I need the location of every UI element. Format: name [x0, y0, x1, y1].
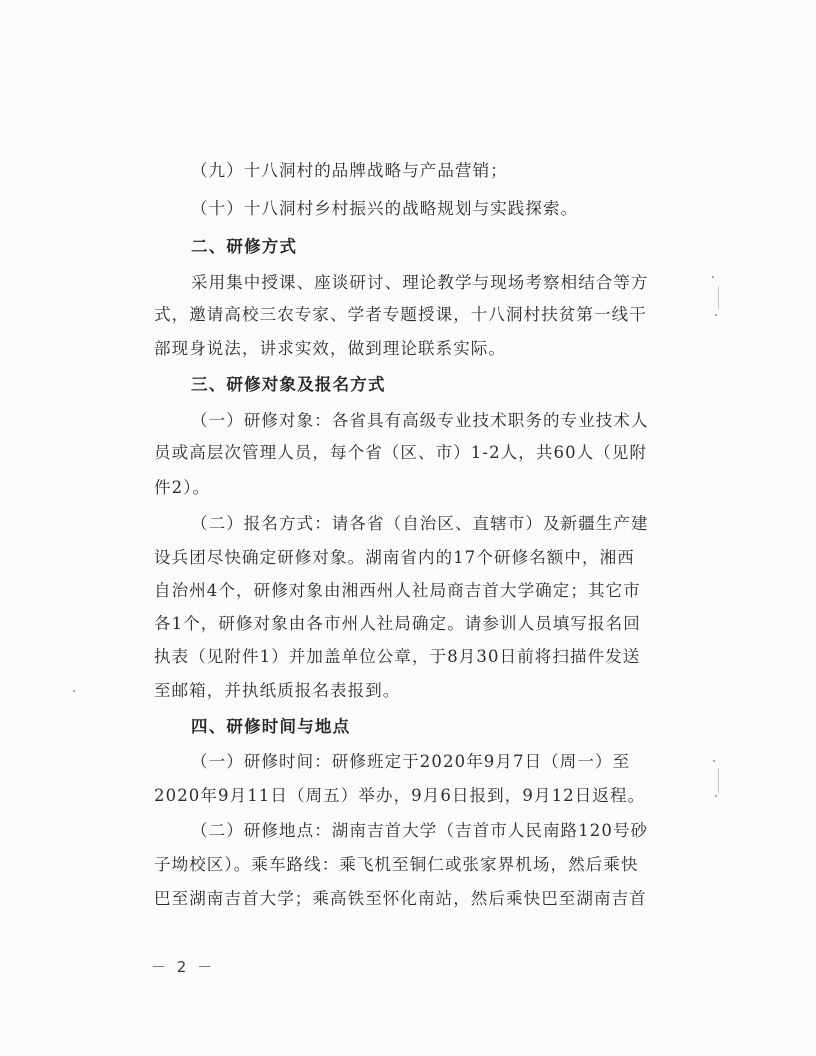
text-line-4: 采用集中授课、座谈研讨、理论教学与现场考察相结合等方 [191, 273, 649, 292]
section-heading-4: 四、研修时间与地点 [191, 717, 351, 736]
binding-mark [718, 286, 719, 309]
text-line-6: 部现身说法，讲求实效，做到理论联系实际。 [154, 339, 506, 358]
text-line-14: 各1个，研修对象由各市州人社局确定。请参训人员填写报名回 [154, 614, 641, 633]
text-line-21: 子坳校区）。乘车路线：乘飞机至铜仁或张家界机场，然后乘快 [154, 855, 639, 874]
text-line-12: 设兵团尽快确定研修对象。湖南省内的17个研修名额中，湘西 [154, 548, 635, 567]
text-line-19: 2020年9月11日（周五）举办，9月6日报到，9月12日返程。 [154, 786, 646, 805]
text-line-13: 自治州4个，研修对象由湘西州人社局商吉首大学确定；其它市 [154, 581, 641, 600]
text-line-10: 件2）。 [154, 478, 211, 497]
text-line-1: （九）十八洞村的品牌战略与产品营销； [191, 161, 508, 180]
text-line-15: 执表（见附件1）并加盖单位公章，于8月30日前将扫描件发送 [154, 647, 641, 666]
scan-speck [715, 314, 717, 316]
section-heading-3: 三、研修对象及报名方式 [191, 375, 386, 394]
scan-speck [713, 760, 715, 762]
binding-mark [718, 768, 719, 793]
text-line-16: 至邮箱，并执纸质报名表报到。 [154, 681, 401, 700]
scan-speck [715, 795, 717, 797]
page-number: － 2 － [151, 958, 216, 976]
text-line-5: 式，邀请高校三农专家、学者专题授课，十八洞村扶贫第一线干 [154, 305, 647, 324]
text-line-2: （十）十八洞村乡村振兴的战略规划与实践探索。 [191, 199, 579, 218]
text-line-18: （一）研修时间：研修班定于2020年9月7日（周一）至 [191, 752, 631, 771]
text-line-22: 巴至湖南吉首大学；乘高铁至怀化南站，然后乘快巴至湖南吉首 [154, 889, 647, 908]
text-line-11: （二）报名方式：请各省（自治区、直辖市）及新疆生产建 [191, 514, 649, 533]
text-line-9: 员或高层次管理人员，每个省（区、市）1-2人，共60人（见附 [154, 443, 648, 462]
scan-speck [73, 690, 75, 692]
scan-speck [712, 276, 714, 278]
section-heading-2: 二、研修方式 [191, 237, 298, 256]
text-line-8: （一）研修对象：各省具有高级专业技术职务的专业技术人 [191, 411, 649, 430]
text-line-20: （二）研修地点：湖南吉首大学（吉首市人民南路120号砂 [191, 821, 649, 840]
